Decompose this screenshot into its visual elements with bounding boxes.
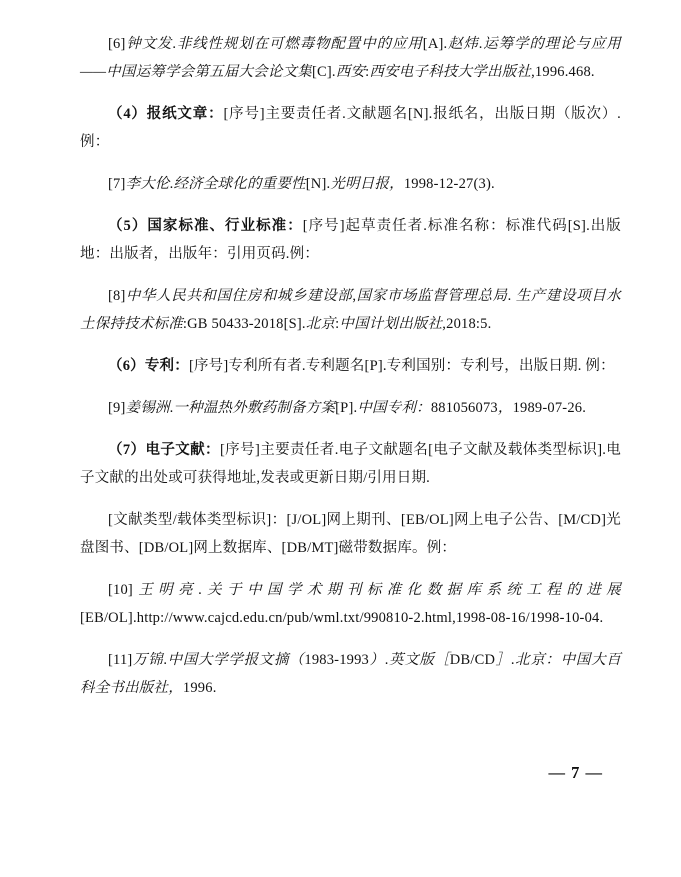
format-rule-7 bbox=[80, 436, 621, 492]
page-content bbox=[80, 30, 621, 716]
citation-example-7 bbox=[80, 170, 621, 198]
citation-text: [10]王明亮.关于中国学术期刊标准化数据库系统工程的进展[EB/OL].http://www.cajcd.edu.cn/pub/wml.txt/990810-2.html,1998-08-16/1998-10-04. bbox=[80, 582, 621, 626]
format-rule-text: [序号]起草责任者.标准名称：标准代码[S].出版地：出版者，出版年：引用页码.例： bbox=[80, 218, 621, 262]
document-type-note bbox=[80, 506, 621, 562]
note-text: [文献类型/载体类型标识]：[J/OL]网上期刊、[EB/OL]网上电子公告、[M/CD]光盘图书、[DB/OL]网上数据库、[DB/MT]磁带数据库。例： bbox=[80, 512, 621, 556]
format-rule-heading: （5）国家标准、行业标准： bbox=[108, 218, 303, 234]
citation-text: [6]钟文发.非线性规划在可燃毒物配置中的应用[A].赵炜.运筹学的理论与应用——中国运筹学会第五届大会论文集[C].西安:西安电子科技大学出版社,1996.468. bbox=[80, 36, 621, 80]
format-rule-5 bbox=[80, 212, 621, 268]
citation-example-10 bbox=[80, 576, 621, 632]
citation-text: [8]中华人民共和国住房和城乡建设部,国家市场监督管理总局. 生产建设项目水土保持技术标准:GB 50433-2018[S].北京:中国计划出版社,2018:5. bbox=[80, 288, 622, 332]
citation-text: [11]万锦.中国大学学报文摘（1983-1993）.英文版［DB/CD］.北京：中国大百科全书出版社，1996. bbox=[80, 652, 621, 696]
citation-example-11 bbox=[80, 646, 621, 702]
format-rule-heading: （7）电子文献： bbox=[108, 442, 220, 458]
format-rule-4 bbox=[80, 100, 621, 156]
format-rule-text: [序号]专利所有者.专利题名[P].专利国别：专利号，出版日期. 例： bbox=[188, 358, 615, 374]
citation-example-9 bbox=[80, 394, 621, 422]
format-rule-heading: （4）报纸文章： bbox=[108, 106, 224, 122]
page-number: — 7 — bbox=[548, 763, 603, 782]
format-rule-heading: （6）专利： bbox=[108, 358, 189, 374]
citation-example-8 bbox=[80, 282, 621, 338]
citation-text: [9]姜锡洲.一种温热外敷药制备方案[P].中国专利：881056073，1989-07-26. bbox=[108, 400, 587, 416]
format-rule-6 bbox=[80, 352, 621, 380]
format-rule-text: [序号]主要责任者.电子文献题名[电子文献及载体类型标识].电子文献的出处或可获得地址,发表或更新日期/引用日期. bbox=[80, 442, 621, 486]
citation-text: [7]李大伦.经济全球化的重要性[N].光明日报，1998-12-27(3). bbox=[108, 176, 495, 192]
format-rule-text: [序号]主要责任者.文献题名[N].报纸名，出版日期（版次）. 例： bbox=[80, 106, 622, 150]
citation-example-6 bbox=[80, 30, 621, 86]
